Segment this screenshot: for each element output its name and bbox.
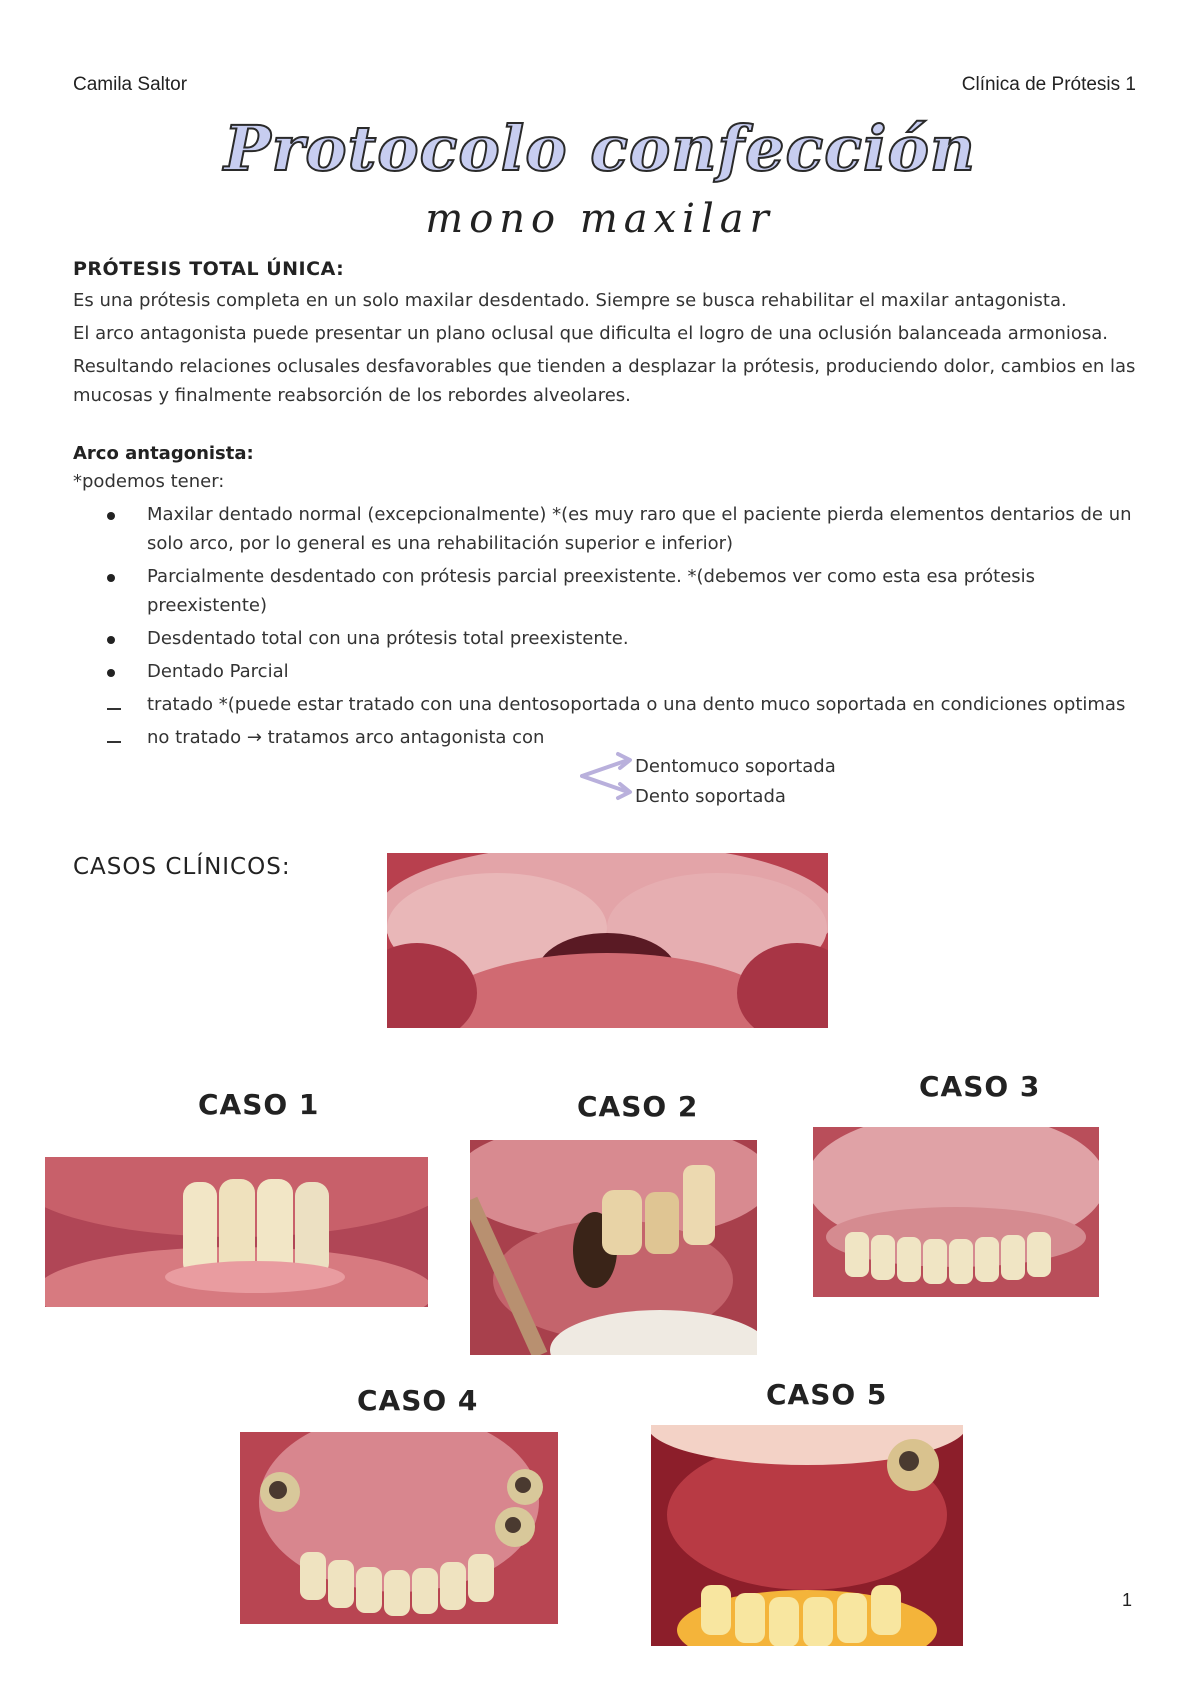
clinical-photo-caso-1 [45, 1157, 428, 1307]
page-title: Protocolo confección [223, 112, 976, 185]
header-course: Clínica de Prótesis 1 [961, 74, 1136, 95]
bullet-icon [107, 512, 115, 520]
section-heading-arco: Arco antagonista: [73, 443, 254, 464]
list-item: tratado *(puede estar tratado con una dentosoportada o una dento muco soportada en condiciones optimas [73, 690, 1141, 719]
page-subtitle: mono maxilar [425, 196, 775, 242]
dash-icon [107, 708, 121, 710]
clinical-photo-caso-3 [813, 1127, 1099, 1297]
antagonist-list [73, 500, 1141, 756]
section-body-protesis [73, 286, 1141, 410]
list-item: Parcialmente desdentado con prótesis parcial preexistente. *(debemos ver como esta esa prótesis preexistente) [73, 562, 1141, 620]
bullet-icon [107, 636, 115, 644]
paragraph: El arco antagonista puede presentar un plano oclusal que dificulta el logro de una oclusión balanceada armoniosa. [73, 323, 1109, 344]
section-heading-protesis: PRÓTESIS TOTAL ÚNICA: [73, 258, 345, 280]
casos-heading: CASOS CLÍNICOS: [73, 854, 291, 880]
caso-label-2: CASO 2 [577, 1090, 699, 1123]
caso-label-4: CASO 4 [357, 1384, 479, 1417]
branch-option-dentomuco: Dentomuco soportada [635, 756, 836, 777]
clinical-photo-caso-4 [240, 1432, 558, 1624]
list-item: Desdentado total con una prótesis total preexistente. [73, 624, 1141, 653]
branch-arrows-icon [580, 750, 636, 802]
bullet-icon [107, 574, 115, 582]
caso-label-3: CASO 3 [919, 1070, 1041, 1103]
section-note: *podemos tener: [73, 471, 225, 492]
dash-icon [107, 741, 121, 743]
list-item: no tratado → tratamos arco antagonista con [73, 723, 1141, 752]
clinical-photo-caso-5 [651, 1425, 963, 1646]
caso-label-5: CASO 5 [766, 1378, 888, 1411]
caso-label-1: CASO 1 [198, 1088, 320, 1121]
page-number: 1 [1122, 1590, 1133, 1610]
paragraph: Es una prótesis completa en un solo maxilar desdentado. Siempre se busca rehabilitar el maxilar antagonista. [73, 290, 1067, 311]
list-item: Dentado Parcial [73, 657, 1141, 686]
header-author: Camila Saltor [73, 74, 188, 95]
bullet-icon [107, 669, 115, 677]
paragraph: Resultando relaciones oclusales desfavorables que tienden a desplazar la prótesis, produciendo dolor, cambios en las mucosas y finalmente reabsorción de los rebordes alveolares. [73, 356, 1136, 406]
clinical-photo-edentulous [387, 853, 828, 1028]
list-item: Maxilar dentado normal (excepcionalmente) *(es muy raro que el paciente pierda elementos dentarios de un solo arco, por lo general es una rehabilitación superior e inferior) [73, 500, 1141, 558]
clinical-photo-caso-2 [470, 1140, 757, 1355]
branch-option-dento: Dento soportada [635, 786, 786, 807]
